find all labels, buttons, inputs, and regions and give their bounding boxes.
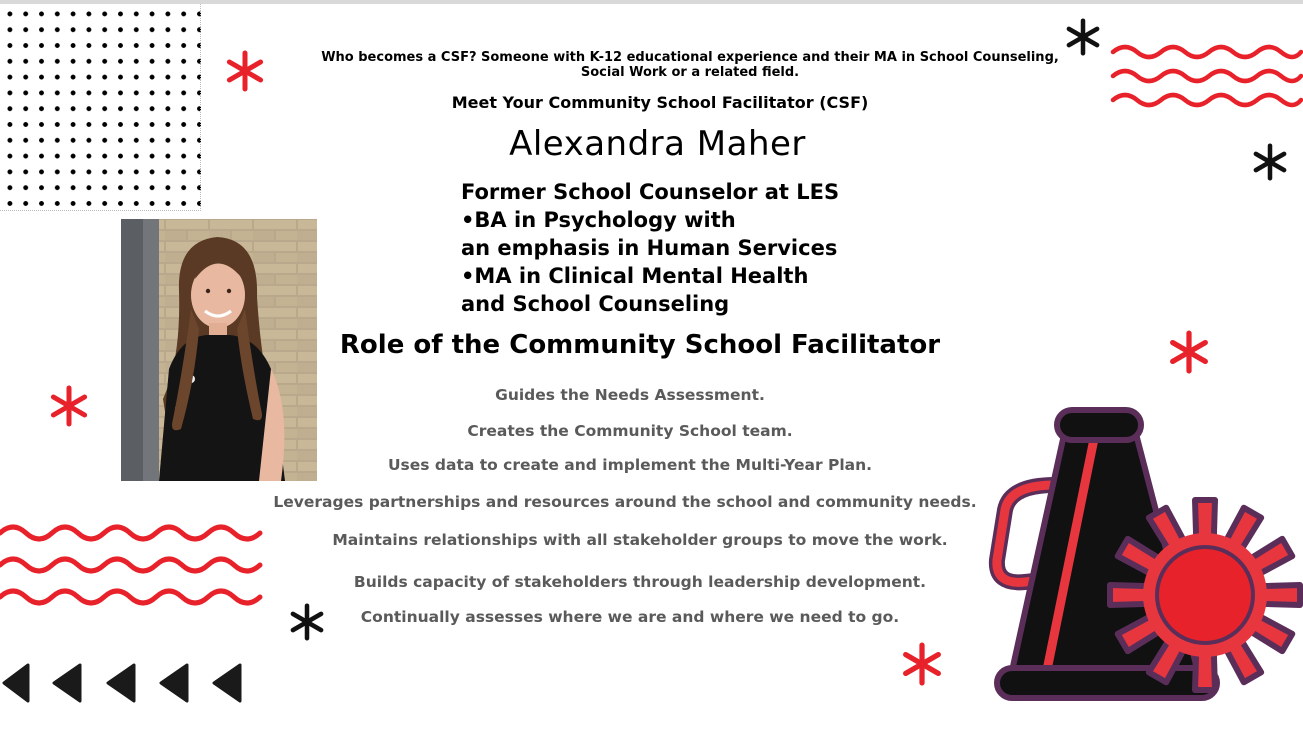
asterisk-icon <box>1167 330 1211 374</box>
duty-item: Maintains relationships with all stakeholder groups to move the work. <box>332 531 948 549</box>
bio-line: Former School Counselor at LES <box>461 180 840 204</box>
facilitator-photo <box>121 219 317 481</box>
duty-item: Uses data to create and implement the Multi-Year Plan. <box>387 456 873 474</box>
duty-item: Creates the Community School team. <box>467 422 793 440</box>
asterisk-icon <box>1251 143 1289 181</box>
bio-line: an emphasis in Human Services <box>461 236 838 260</box>
duty-item: Builds capacity of stakeholders through leadership development. <box>353 573 927 591</box>
wave-decoration <box>1108 40 1303 115</box>
dot-pattern-decoration <box>0 4 201 211</box>
asterisk-icon <box>1064 18 1102 56</box>
bio-line: •BA in Psychology with <box>461 208 736 232</box>
facilitator-name: Alexandra Maher <box>509 124 806 164</box>
who-line-2: Social Work or a related field. <box>580 65 800 80</box>
triangle-row-decoration <box>0 661 250 705</box>
duty-item: Guides the Needs Assessment. <box>495 386 765 404</box>
wave-decoration <box>0 515 272 610</box>
bio-line: •MA in Clinical Mental Health <box>461 264 809 288</box>
duty-item: Continually assesses where we are and where we need to go. <box>360 608 900 626</box>
bio-list <box>461 178 881 318</box>
asterisk-icon <box>224 50 266 92</box>
who-line-1: Who becomes a CSF? Someone with K-12 educational experience and their MA in School Counseling, <box>321 50 1059 65</box>
who-becomes-csf-text <box>300 50 1080 80</box>
bio-line: and School Counseling <box>461 292 730 316</box>
asterisk-icon <box>48 385 90 427</box>
asterisk-icon <box>288 603 326 641</box>
role-heading: Role of the Community School Facilitator <box>339 330 941 360</box>
megaphone-icon <box>985 400 1303 705</box>
duty-item: Leverages partnerships and resources around the school and community needs. <box>273 493 977 511</box>
meet-your-csf-heading: Meet Your Community School Facilitator (CSF) <box>451 93 869 112</box>
asterisk-icon <box>900 642 944 686</box>
